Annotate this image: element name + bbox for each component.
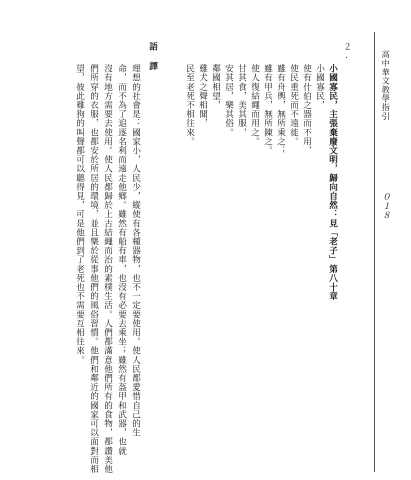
original-text-line: 雞犬之聲相聞， <box>197 64 208 128</box>
translation-line: 命，而不為了追逐名利而遠走他鄉。雖然有船有車，也沒有必要去乘坐；雖然有盔甲和武器，也就 <box>116 64 127 456</box>
translation-line: 理想的社會是：國家小，人民少，縱使有各種器物，也不一定要使用。使人民都愛惜自己的生 <box>130 64 141 438</box>
original-text-line: 使有什伯之器而不用， <box>301 64 312 155</box>
translation-line: 們所穿的衣服，也都安於所居的環境，並且樂於從事他們的風俗習慣。他們和鄰近的國家可以面對而相 <box>88 64 99 474</box>
original-text-line: 鄰國相望， <box>210 64 221 110</box>
original-text-line: 雖有舟輿，無所乘之； <box>275 64 286 155</box>
original-text-line: 雖有甲兵，無所陳之。 <box>262 64 273 155</box>
running-header: 高中華文教學指引 <box>381 50 392 121</box>
translation-line: 沒有地方需要去使用。使人民都歸於上古結繩而治的素樸生活。人們都滿意他們所有的食物，都讚美他 <box>102 64 113 474</box>
page-number: ０１８ <box>381 192 392 221</box>
original-text-line: 民至老死不相往來。 <box>184 64 195 146</box>
section-title: 小國寡民，主張棄廢文明，歸向自然：見「老子」第八十章 <box>327 64 338 301</box>
original-text-line: 甘其食，美其服， <box>236 64 247 137</box>
section-number: ２. <box>341 42 352 62</box>
original-text-line: 使民重死而不遠徙。 <box>288 64 299 146</box>
margin-rule <box>374 32 375 472</box>
original-text-line: 安其居，樂其俗。 <box>223 64 234 137</box>
translation-line: 望，彼此雞狗的叫聲都可以聽得見，可是他們到了老死也不需要互相往來。 <box>74 64 85 365</box>
translation-heading: 語 譯 <box>147 42 158 71</box>
original-text-line: 小國寡民， <box>314 64 325 110</box>
original-text-line: 使人復結繩而用之。 <box>249 64 260 146</box>
